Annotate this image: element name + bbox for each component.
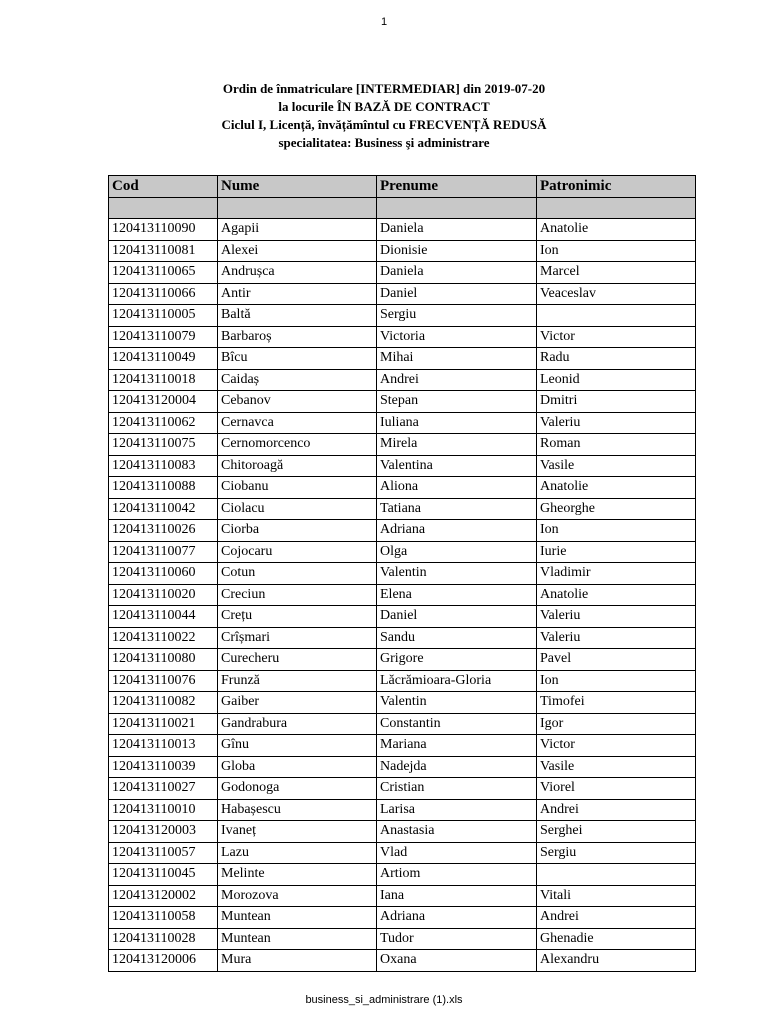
cell-patronimic: Timofei — [537, 692, 696, 714]
cell-patronimic: Valeriu — [537, 412, 696, 434]
cell-cod: 120413110028 — [109, 928, 218, 950]
cell-nume: Ciorba — [218, 520, 377, 542]
table-row — [109, 799, 696, 821]
cell-cod: 120413110060 — [109, 563, 218, 585]
cell-patronimic: Vitali — [537, 885, 696, 907]
header-nume: Nume — [218, 176, 377, 198]
cell-cod: 120413110039 — [109, 756, 218, 778]
cell-prenume: Mihai — [377, 348, 537, 370]
cell-prenume: Tudor — [377, 928, 537, 950]
cell-nume: Cotun — [218, 563, 377, 585]
cell-prenume: Daniela — [377, 262, 537, 284]
cell-patronimic — [537, 305, 696, 327]
cell-nume: Ivaneț — [218, 821, 377, 843]
cell-nume: Baltă — [218, 305, 377, 327]
cell-nume: Barbaroș — [218, 326, 377, 348]
cell-prenume: Mirela — [377, 434, 537, 456]
cell-cod: 120413110005 — [109, 305, 218, 327]
cell-nume: Alexei — [218, 240, 377, 262]
cell-patronimic: Vladimir — [537, 563, 696, 585]
table-row — [109, 520, 696, 542]
table-row — [109, 348, 696, 370]
table-row — [109, 326, 696, 348]
cell-patronimic: Andrei — [537, 907, 696, 929]
header-prenume: Prenume — [377, 176, 537, 198]
cell-cod: 120413110075 — [109, 434, 218, 456]
cell-nume: Chitoroagă — [218, 455, 377, 477]
table-row — [109, 541, 696, 563]
table-row — [109, 305, 696, 327]
cell-patronimic: Marcel — [537, 262, 696, 284]
cell-cod: 120413110027 — [109, 778, 218, 800]
cell-prenume: Nadejda — [377, 756, 537, 778]
table-row — [109, 950, 696, 972]
table-row — [109, 928, 696, 950]
cell-nume: Agapii — [218, 219, 377, 241]
cell-prenume: Daniela — [377, 219, 537, 241]
header-patronimic: Patronimic — [537, 176, 696, 198]
cell-patronimic: Andrei — [537, 799, 696, 821]
document-title — [0, 80, 768, 152]
cell-cod: 120413110044 — [109, 606, 218, 628]
cell-patronimic: Victor — [537, 326, 696, 348]
cell-prenume: Iuliana — [377, 412, 537, 434]
cell-prenume: Sergiu — [377, 305, 537, 327]
cell-cod: 120413110010 — [109, 799, 218, 821]
cell-prenume: Mariana — [377, 735, 537, 757]
cell-prenume: Valentina — [377, 455, 537, 477]
cell-prenume: Constantin — [377, 713, 537, 735]
table-row — [109, 455, 696, 477]
cell-cod: 120413110083 — [109, 455, 218, 477]
file-name-footer: business_si_administrare (1).xls — [305, 994, 463, 1006]
cell-cod: 120413110088 — [109, 477, 218, 499]
table-row — [109, 885, 696, 907]
table-row — [109, 627, 696, 649]
cell-patronimic: Alexandru — [537, 950, 696, 972]
cell-cod: 120413110082 — [109, 692, 218, 714]
cell-cod: 120413120004 — [109, 391, 218, 413]
table-row — [109, 670, 696, 692]
cell-nume: Curecheru — [218, 649, 377, 671]
cell-nume: Caidaș — [218, 369, 377, 391]
cell-patronimic: Anatolie — [537, 584, 696, 606]
cell-cod: 120413110066 — [109, 283, 218, 305]
cell-nume: Muntean — [218, 928, 377, 950]
cell-patronimic: Anatolie — [537, 219, 696, 241]
cell-patronimic: Iurie — [537, 541, 696, 563]
cell-cod: 120413110042 — [109, 498, 218, 520]
cell-cod: 120413110058 — [109, 907, 218, 929]
cell-cod: 120413110021 — [109, 713, 218, 735]
table-row — [109, 563, 696, 585]
table-row — [109, 649, 696, 671]
table-row — [109, 821, 696, 843]
cell-prenume: Olga — [377, 541, 537, 563]
cell-prenume: Dionisie — [377, 240, 537, 262]
cell-prenume: Oxana — [377, 950, 537, 972]
cell-prenume: Valentin — [377, 563, 537, 585]
title-line-4: specialitatea: Business şi administrare — [278, 135, 490, 150]
table-header-row — [109, 176, 696, 198]
title-line-2: la locurile ÎN BAZĂ DE CONTRACT — [278, 99, 490, 114]
cell-patronimic: Viorel — [537, 778, 696, 800]
cell-nume: Crețu — [218, 606, 377, 628]
cell-nume: Frunză — [218, 670, 377, 692]
cell-patronimic: Ion — [537, 520, 696, 542]
cell-cod: 120413110020 — [109, 584, 218, 606]
cell-prenume: Sandu — [377, 627, 537, 649]
cell-cod: 120413110018 — [109, 369, 218, 391]
cell-nume: Cernomorcenco — [218, 434, 377, 456]
cell-prenume: Andrei — [377, 369, 537, 391]
cell-patronimic: Victor — [537, 735, 696, 757]
header-cod: Cod — [109, 176, 218, 198]
cell-nume: Morozova — [218, 885, 377, 907]
table-row — [109, 713, 696, 735]
cell-prenume: Daniel — [377, 283, 537, 305]
cell-nume: Crîșmari — [218, 627, 377, 649]
cell-cod: 120413110081 — [109, 240, 218, 262]
cell-patronimic: Pavel — [537, 649, 696, 671]
table-row — [109, 584, 696, 606]
cell-patronimic: Valeriu — [537, 627, 696, 649]
cell-cod: 120413120006 — [109, 950, 218, 972]
cell-patronimic: Vasile — [537, 756, 696, 778]
table-row — [109, 864, 696, 886]
table-row — [109, 842, 696, 864]
cell-prenume: Iana — [377, 885, 537, 907]
cell-patronimic: Ghenadie — [537, 928, 696, 950]
cell-nume: Mura — [218, 950, 377, 972]
cell-nume: Godonoga — [218, 778, 377, 800]
table-row — [109, 692, 696, 714]
title-line-1: Ordin de înmatriculare [INTERMEDIAR] din 2019-07-20 — [222, 81, 546, 96]
cell-nume: Gaiber — [218, 692, 377, 714]
table-row — [109, 735, 696, 757]
table-row — [109, 391, 696, 413]
cell-cod: 120413110065 — [109, 262, 218, 284]
cell-patronimic: Sergiu — [537, 842, 696, 864]
table-row — [109, 477, 696, 499]
table-row — [109, 412, 696, 434]
cell-nume: Melinte — [218, 864, 377, 886]
enrollment-table — [108, 175, 696, 972]
cell-prenume: Daniel — [377, 606, 537, 628]
cell-prenume: Adriana — [377, 907, 537, 929]
cell-prenume: Cristian — [377, 778, 537, 800]
cell-cod: 120413110049 — [109, 348, 218, 370]
cell-nume: Creciun — [218, 584, 377, 606]
cell-prenume: Vlad — [377, 842, 537, 864]
cell-nume: Lazu — [218, 842, 377, 864]
table-row — [109, 219, 696, 241]
cell-cod: 120413110080 — [109, 649, 218, 671]
table-row — [109, 907, 696, 929]
cell-nume: Habașescu — [218, 799, 377, 821]
cell-patronimic: Valeriu — [537, 606, 696, 628]
table-row — [109, 606, 696, 628]
cell-prenume: Tatiana — [377, 498, 537, 520]
table-row — [109, 262, 696, 284]
table-row — [109, 778, 696, 800]
cell-nume: Cojocaru — [218, 541, 377, 563]
cell-cod: 120413110057 — [109, 842, 218, 864]
cell-prenume: Victoria — [377, 326, 537, 348]
cell-nume: Cernavca — [218, 412, 377, 434]
page-number: 1 — [380, 16, 388, 28]
cell-nume: Cebanov — [218, 391, 377, 413]
cell-nume: Gînu — [218, 735, 377, 757]
table-row — [109, 434, 696, 456]
cell-prenume: Anastasia — [377, 821, 537, 843]
cell-prenume: Elena — [377, 584, 537, 606]
cell-nume: Gandrabura — [218, 713, 377, 735]
cell-patronimic: Igor — [537, 713, 696, 735]
table-row — [109, 369, 696, 391]
cell-cod: 120413110076 — [109, 670, 218, 692]
cell-nume: Antir — [218, 283, 377, 305]
cell-prenume: Stepan — [377, 391, 537, 413]
cell-cod: 120413110062 — [109, 412, 218, 434]
cell-patronimic: Radu — [537, 348, 696, 370]
cell-prenume: Larisa — [377, 799, 537, 821]
cell-patronimic: Gheorghe — [537, 498, 696, 520]
cell-cod: 120413120002 — [109, 885, 218, 907]
cell-cod: 120413110079 — [109, 326, 218, 348]
cell-nume: Globa — [218, 756, 377, 778]
cell-patronimic: Veaceslav — [537, 283, 696, 305]
table-row — [109, 283, 696, 305]
table-row — [109, 756, 696, 778]
cell-prenume: Valentin — [377, 692, 537, 714]
cell-patronimic: Leonid — [537, 369, 696, 391]
cell-patronimic — [537, 864, 696, 886]
cell-nume: Andrușca — [218, 262, 377, 284]
cell-cod: 120413110022 — [109, 627, 218, 649]
cell-nume: Ciolacu — [218, 498, 377, 520]
cell-patronimic: Serghei — [537, 821, 696, 843]
cell-patronimic: Ion — [537, 670, 696, 692]
cell-cod: 120413110026 — [109, 520, 218, 542]
cell-nume: Bîcu — [218, 348, 377, 370]
cell-nume: Ciobanu — [218, 477, 377, 499]
cell-patronimic: Vasile — [537, 455, 696, 477]
header-spacer-row — [109, 198, 696, 219]
table-row — [109, 498, 696, 520]
cell-patronimic: Dmitri — [537, 391, 696, 413]
cell-patronimic: Roman — [537, 434, 696, 456]
cell-nume: Muntean — [218, 907, 377, 929]
cell-prenume: Artiom — [377, 864, 537, 886]
title-line-3: Ciclul I, Licență, învățămîntul cu FRECVENȚĂ REDUSĂ — [221, 117, 547, 132]
cell-prenume: Aliona — [377, 477, 537, 499]
cell-cod: 120413120003 — [109, 821, 218, 843]
cell-cod: 120413110013 — [109, 735, 218, 757]
table-row — [109, 240, 696, 262]
cell-prenume: Grigore — [377, 649, 537, 671]
cell-prenume: Lăcrămioara-Gloria — [377, 670, 537, 692]
cell-patronimic: Anatolie — [537, 477, 696, 499]
cell-patronimic: Ion — [537, 240, 696, 262]
cell-cod: 120413110045 — [109, 864, 218, 886]
cell-cod: 120413110090 — [109, 219, 218, 241]
cell-prenume: Adriana — [377, 520, 537, 542]
cell-cod: 120413110077 — [109, 541, 218, 563]
